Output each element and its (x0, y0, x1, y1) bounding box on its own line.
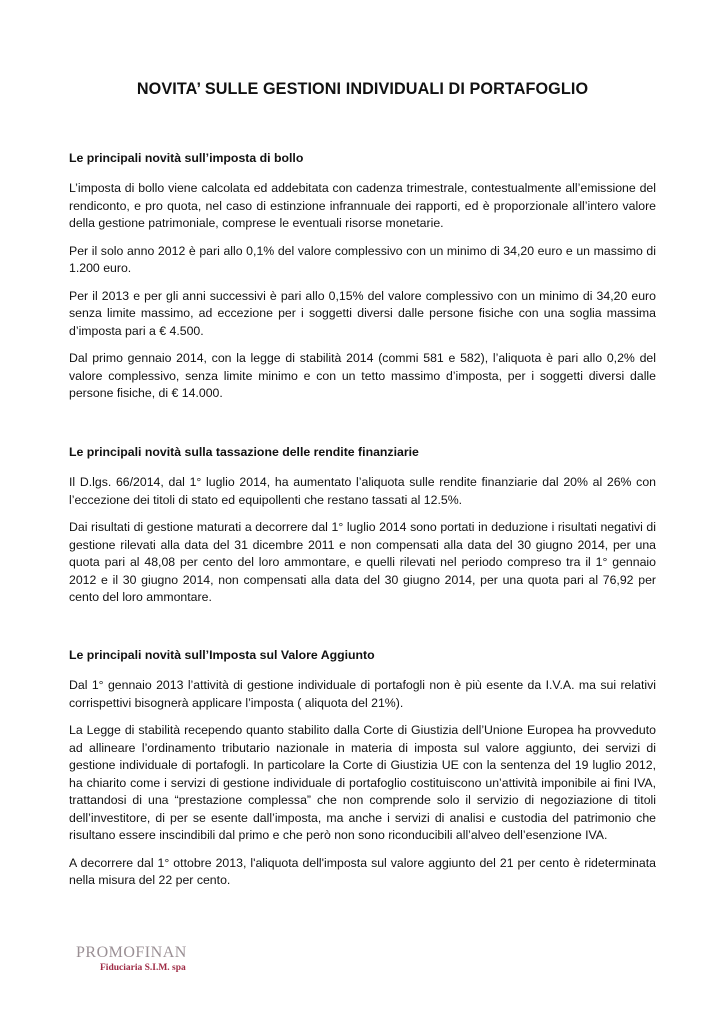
paragraph: Il D.lgs. 66/2014, dal 1° luglio 2014, ha aumentato l’aliquota sulle rendite finanziarie dal 20% al 26% con l’eccezione dei titoli di stato ed equipollenti che restano tassati al 12.5%. (69, 475, 656, 507)
logo-subtitle: Fiduciaria S.I.M. spa (100, 963, 186, 973)
paragraph: Per il solo anno 2012 è pari allo 0,1% del valore complessivo con un minimo di 34,20 euro e un massimo di 1.200 euro. (69, 243, 656, 275)
document-title: NOVITA’ SULLE GESTIONI INDIVIDUALI DI PORTAFOGLIO (136, 80, 589, 98)
section-heading: Le principali novità sull’imposta di bollo (69, 151, 304, 165)
section-heading: Le principali novità sulla tassazione delle rendite finanziarie (69, 445, 419, 459)
paragraph: L’imposta di bollo viene calcolata ed addebitata con cadenza trimestrale, contestualmente all’emissione del rendiconto, e pro quota, nel caso di estinzione infrannuale dei rapporti, ed è proporzionale all’intero valore della gestione patrimoniale, comprese le eventuali risorse monetarie. (69, 181, 656, 230)
paragraph: Dai risultati di gestione maturati a decorrere dal 1° luglio 2014 sono portati in deduzione i risultati negativi di gestione rilevati alla data del 31 dicembre 2011 e non compensati alla data del 30 giugno 2014, per una quota pari al 48,08 per cento del loro ammontare, e quelli rilevati nel periodo compreso tra il 1° gennaio 2012 e il 30 giugno 2014, non compensati alla data del 30 giugno 2014, per una quota pari al 76,92 per cento del loro ammontare. (69, 520, 656, 604)
section-vat (69, 647, 656, 900)
paragraph: La Legge di stabilità recependo quanto stabilito dalla Corte di Giustizia dell’Unione Europea ha provveduto ad allineare l’ordinamento tributario nazionale in materia di imposta sul valore aggiunto, dei servizi di gestione individuale di portafogli. In particolare la Corte di Giustizia UE con la sentenza del 19 luglio 2012, ha chiarito come i servizi di gestione individuale di portafoglio costituiscono un’attività imponibile ai fini IVA, trattandosi di una “prestazione complessa” che non comprende solo il servizio di negoziazione di titoli dell’investitore, di per se esente dall’imposta, ma anche i servizi di analisi e custodia del patrimonio che risultano essere inscindibili dal primo e che però non sono riconducibili all’alveo dell’esenzione IVA. (69, 723, 656, 842)
section-financial-income-tax (69, 444, 656, 617)
section-heading: Le principali novità sull’Imposta sul Valore Aggiunto (69, 648, 375, 662)
paragraph: Dal 1° gennaio 2013 l’attività di gestione individuale di portafogli non è più esente da I.V.A. ma sui relativi corrispettivi bisognerà applicare l’imposta ( aliquota del 21%). (69, 678, 656, 710)
paragraph: A decorrere dal 1° ottobre 2013, l'aliquota dell'imposta sul valore aggiunto del 21 per cento è rideterminata nella misura del 22 per cento. (69, 855, 656, 887)
paragraph: Per il 2013 e per gli anni successivi è pari allo 0,15% del valore complessivo con un minimo di 34,20 euro senza limite massimo, ad eccezione per i soggetti diversi dalle persone fisiche con una soglia massima d’imposta pari a € 4.500. (69, 288, 656, 338)
section-stamp-duty (69, 150, 656, 413)
company-logo (76, 945, 196, 977)
paragraph: Dal primo gennaio 2014, con la legge di stabilità 2014 (commi 581 e 582), l’aliquota è pari allo 0,2% del valore complessivo, senza limite minimo e con un tetto massimo d’imposta, per i soggetti diversi dalle persone fisiche, di € 14.000. (69, 351, 656, 400)
logo-name: PROMOFINAN (76, 944, 187, 961)
